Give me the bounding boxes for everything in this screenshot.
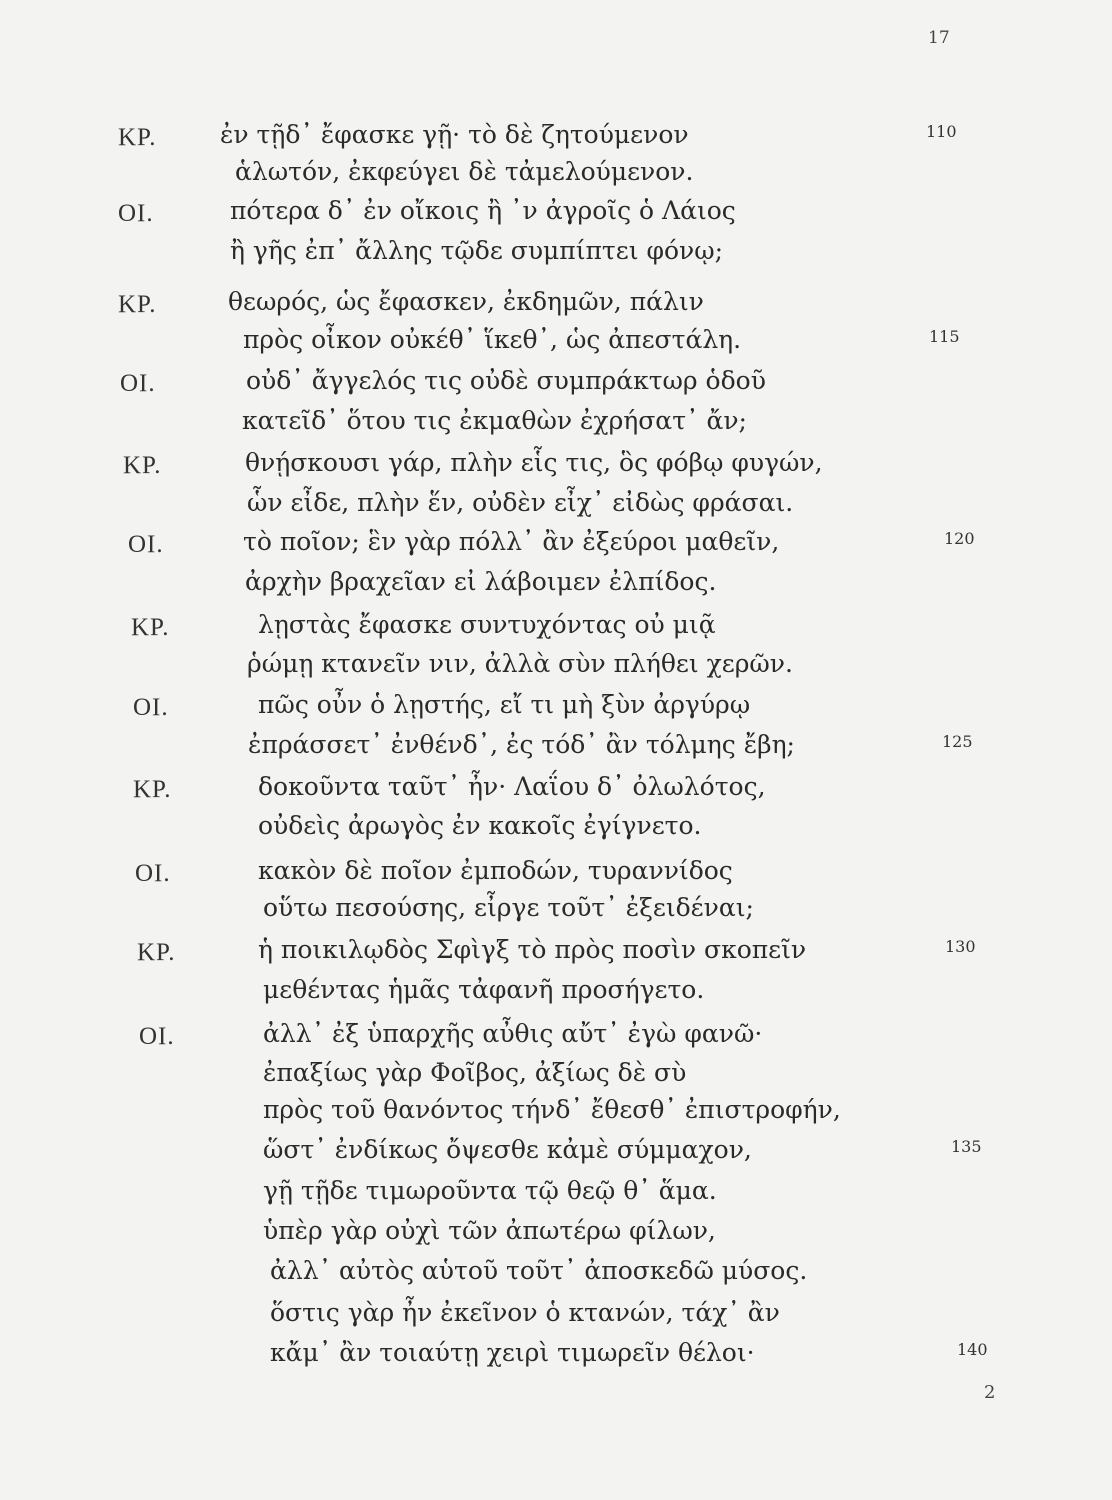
verse-text: θεωρός, ὡς ἔφασκεν, ἐκδημῶν, πάλιν <box>228 287 704 316</box>
speaker-label: ΟΙ. <box>120 370 156 397</box>
verse-text: ῥώμῃ κτανεῖν νιν, ἀλλὰ σὺν πλήθει χερῶν. <box>247 649 793 678</box>
verse-text: ἀλλ᾽ αὐτὸς αὑτοῦ τοῦτ᾽ ἀποσκεδῶ μύσος. <box>270 1256 808 1285</box>
speaker-label: ΚΡ. <box>118 291 157 318</box>
verse-text: ἢ γῆς ἐπ᾽ ἄλλης τῷδε συμπίπτει φόνῳ; <box>230 236 724 265</box>
verse-line <box>0 975 1112 1009</box>
verse-text: κἄμ᾽ ἂν τοιαύτῃ χειρὶ τιμωρεῖν θέλοι· <box>270 1338 755 1367</box>
verse-line <box>0 488 1112 522</box>
speaker-label: ΟΙ. <box>139 1023 175 1050</box>
page-number: 17 <box>928 28 950 48</box>
verse-line <box>0 366 1112 400</box>
verse-text: ὥστ᾽ ἐνδίκως ὄψεσθε κἀμὲ σύμμαχον, <box>263 1135 752 1164</box>
verse-text: θνῄσκουσι γάρ, πλὴν εἷς τις, ὃς φόβῳ φυγών, <box>245 448 823 477</box>
verse-text: πότερα δ᾽ ἐν οἴκοις ἢ ᾽ν ἀγροῖς ὁ Λάιος <box>230 196 736 225</box>
verse-line <box>0 325 1112 359</box>
speaker-label: ΟΙ. <box>133 694 169 721</box>
line-number: 120 <box>944 529 975 548</box>
line-number: 130 <box>945 937 976 956</box>
verse-text: πῶς οὖν ὁ λῃστής, εἴ τι μὴ ξὺν ἀργύρῳ <box>258 690 751 719</box>
speaker-label: ΚΡ. <box>133 776 172 803</box>
verse-line <box>0 120 1112 154</box>
speaker-label: ΟΙ. <box>135 860 171 887</box>
speaker-label: ΚΡ. <box>131 614 170 641</box>
verse-line <box>0 1019 1112 1053</box>
line-number: 125 <box>942 732 973 751</box>
verse-line <box>0 448 1112 482</box>
verse-line <box>0 730 1112 764</box>
verse-text: ἁλωτόν, ἐκφεύγει δὲ τἀμελούμενον. <box>235 157 694 186</box>
verse-text: οὐδ᾽ ἄγγελός τις οὐδὲ συμπράκτωρ ὁδοῦ <box>246 366 766 395</box>
speaker-label: ΚΡ. <box>118 124 157 151</box>
speaker-label: ΚΡ. <box>137 939 176 966</box>
verse-line <box>0 157 1112 191</box>
line-number: 140 <box>957 1340 988 1359</box>
verse-line <box>0 567 1112 601</box>
speaker-label: ΟΙ. <box>128 531 164 558</box>
verse-line <box>0 196 1112 230</box>
verse-line <box>0 935 1112 969</box>
line-number: 115 <box>929 327 960 346</box>
verse-text: ὅστις γὰρ ἦν ἐκεῖνον ὁ κτανών, τάχ᾽ ἂν <box>270 1298 780 1327</box>
verse-text: πρὸς τοῦ θανόντος τήνδ᾽ ἔθεσθ᾽ ἐπιστροφήν, <box>263 1095 841 1124</box>
verse-line <box>0 1256 1112 1290</box>
verse-line <box>0 1216 1112 1250</box>
verse-line <box>0 811 1112 845</box>
verse-line <box>0 527 1112 561</box>
verse-line <box>0 236 1112 270</box>
verse-line <box>0 1176 1112 1210</box>
signature-mark: 2 <box>984 1382 996 1403</box>
verse-text: ἀλλ᾽ ἐξ ὑπαρχῆς αὖθις αὔτ᾽ ἐγὼ φανῶ· <box>263 1019 763 1048</box>
verse-text: ἐπαξίως γὰρ Φοῖβος, ἀξίως δὲ σὺ <box>263 1058 687 1087</box>
verse-text: κακὸν δὲ ποῖον ἐμποδών, τυραννίδος <box>258 856 733 885</box>
verse-line <box>0 772 1112 806</box>
verse-line <box>0 649 1112 683</box>
verse-line <box>0 406 1112 440</box>
line-number: 135 <box>951 1137 982 1156</box>
verse-line <box>0 1058 1112 1092</box>
verse-line <box>0 287 1112 321</box>
verse-line <box>0 893 1112 927</box>
verse-line <box>0 690 1112 724</box>
verse-text: ἐν τῇδ᾽ ἔφασκε γῇ· τὸ δὲ ζητούμενον <box>220 120 689 149</box>
verse-line <box>0 1135 1112 1169</box>
verse-line <box>0 1298 1112 1332</box>
verse-line <box>0 856 1112 890</box>
verse-text: πρὸς οἶκον οὐκέθ᾽ ἵκεθ᾽, ὡς ἀπεστάλη. <box>243 325 742 354</box>
verse-text: κατεῖδ᾽ ὅτου τις ἐκμαθὼν ἐχρήσατ᾽ ἄν; <box>242 406 747 435</box>
verse-text: ὧν εἶδε, πλὴν ἕν, οὐδὲν εἶχ᾽ εἰδὼς φράσαι. <box>247 488 794 517</box>
verse-text: γῇ τῇδε τιμωροῦντα τῷ θεῷ θ᾽ ἅμα. <box>263 1176 717 1205</box>
verse-line <box>0 610 1112 644</box>
line-number: 110 <box>926 122 957 141</box>
verse-line <box>0 1095 1112 1129</box>
verse-text: μεθέντας ἡμᾶς τἀφανῆ προσήγετο. <box>263 975 705 1004</box>
verse-text: οὐδεὶς ἀρωγὸς ἐν κακοῖς ἐγίγνετο. <box>258 811 702 840</box>
verse-text: ὑπὲρ γὰρ οὐχὶ τῶν ἀπωτέρω φίλων, <box>263 1216 716 1245</box>
verse-text: ἡ ποικιλῳδὸς Σφὶγξ τὸ πρὸς ποσὶν σκοπεῖν <box>258 935 807 964</box>
speaker-label: ΚΡ. <box>123 452 162 479</box>
verse-text: δοκοῦντα ταῦτ᾽ ἦν· Λαΐου δ᾽ ὀλωλότος, <box>258 772 766 801</box>
verse-text: ἀρχὴν βραχεῖαν εἰ λάβοιμεν ἐλπίδος. <box>245 567 717 596</box>
verse-line <box>0 1338 1112 1372</box>
speaker-label: ΟΙ. <box>118 200 154 227</box>
verse-text: οὕτω πεσούσης, εἶργε τοῦτ᾽ ἐξειδέναι; <box>263 893 754 922</box>
verse-text: λῃστὰς ἔφασκε συντυχόντας οὐ μιᾷ <box>258 610 716 639</box>
verse-text: ἐπράσσετ᾽ ἐνθένδ᾽, ἐς τόδ᾽ ἂν τόλμης ἔβη; <box>248 730 795 759</box>
verse-text: τὸ ποῖον; ἓν γὰρ πόλλ᾽ ἂν ἐξεύροι μαθεῖν, <box>243 527 780 556</box>
